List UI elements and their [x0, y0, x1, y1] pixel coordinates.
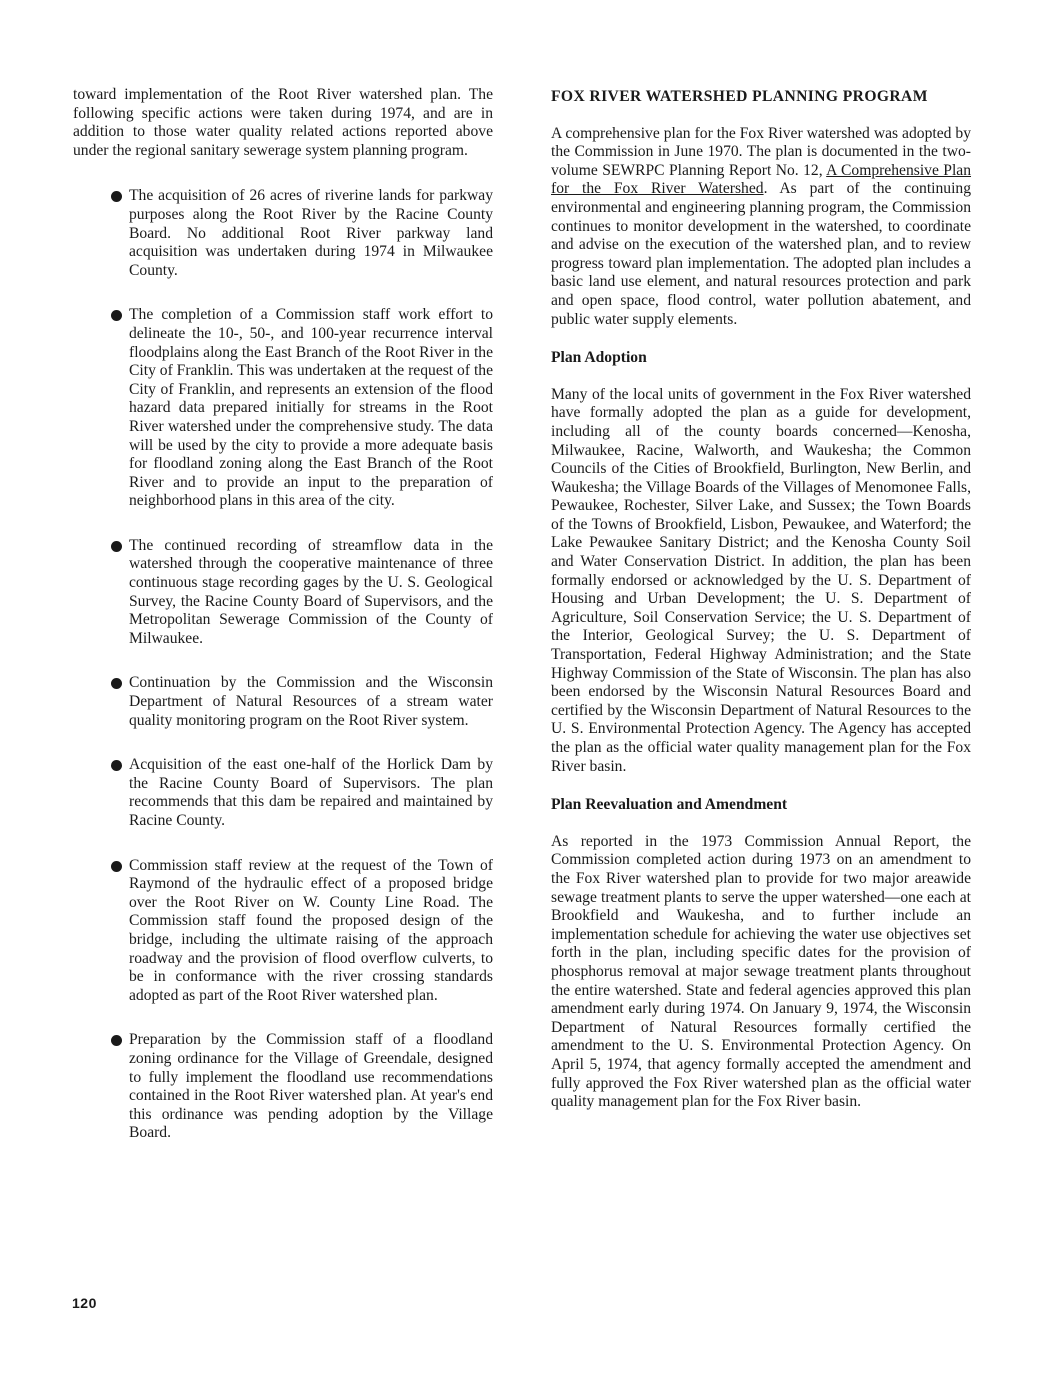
bullet-icon: [111, 760, 122, 771]
report-title: A Comprehensive Plan for the Fox River Watershed: [551, 161, 972, 198]
action-item: [73, 306, 493, 511]
action-item: [73, 674, 493, 730]
bullet-icon: [111, 541, 122, 552]
action-text: Commission staff review at the request of the Town of Raymond of the hydraulic effect of a proposed bridge over the Root River on W. County Line Road. The Commission staff found the proposed design of the bridge, including the ultimate raising of the approach roadway and the provision of flood overflow culverts, to be in conformance with the river crossing standards adopted as part of the Root River watershed plan.: [129, 856, 493, 1004]
action-text: Preparation by the Commission staff of a floodland zoning ordinance for the Village of Greendale, designed to fully implement the floodland use recommendations contained in the Root River watershed plan. At year's end this ordinance was pending adoption by the Village Board.: [129, 1031, 493, 1142]
action-text: The completion of a Commission staff work effort to delineate the 10-, 50-, and 100-year recurrence interval floodplains along the East Branch of the Root River in the City of Franklin. This was undertaken at the request of the City of Franklin, and represents an extension of the flood hazard data prepared initially for streams in the Root River watershed under the comprehensive study. The data will be used by the city to provide a more adequate basis for floodland zoning along the East Branch of the Root River and to provide an input to the preparation of neighborhood plans in this area of the city.: [129, 306, 493, 510]
plan-reevaluation-heading: Plan Reevaluation and Amendment: [551, 796, 788, 814]
action-text: The acquisition of 26 acres of riverine lands for parkway purposes along the Root River by the Racine County Board. No additional Root River parkway land acquisition was undertaken during 1974 in Milwaukee County.: [129, 187, 493, 279]
overview-text-start: A comprehensive plan for the Fox River watershed was adopted by the Commission in June 1970. The plan is documented in the two-volume SEWRPC Planning Report No. 12,: [551, 124, 971, 179]
plan-adoption-heading: Plan Adoption: [551, 349, 647, 367]
bullet-icon: [111, 310, 122, 321]
plan-reevaluation-paragraph: As reported in the 1973 Commission Annual Report, the Commission completed action during 1973 on an amendment to the Fox River watershed plan to provide for two major areawide sewage treatment plants to serve the upper watershed—one each at Brookfield and Waukesha, and to further include an implementation schedule for achieving the water use objectives set forth in the plan, including specific dates for the provision of phosphorus removal at major sewage treatment plants throughout the entire watershed. State and federal agencies approved this plan amendment early during 1974. On January 9, 1974, the Wisconsin Department of Natural Resources formally certified the amendment to the U. S. Environmental Protection Agency. On April 5, 1974, that agency formally accepted the amendment and fully approved the Fox River watershed plan as the official water quality management plan for the Fox River basin.: [551, 832, 971, 1111]
overview-text-end: . As part of the continuing environmental and engineering planning program, the Commission continues to monitor development in the watershed, to coordinate and advise on the execution of the watershed plan, and to review progress toward plan implementation. The adopted plan includes a basic land use element, and natural resources protection and park and open space, flood control, water pollution abatement, and public water supply elements.: [551, 180, 971, 328]
plan-adoption-paragraph: Many of the local units of government in the Fox River watershed have formally adopted the plan as a guide for development, including all of the county boards concerned—Kenosha, Milwaukee, Racine, Walworth, and Waukesha; the Common Councils of the Cities of Brookfield, Burlington, New Berlin, and Waukesha; the Village Boards of the Villages of Menomonee Falls, Pewaukee, Rochester, Silver Lake, and Sussex; the Town Boards of the Towns of Brookfield, Lisbon, Pewaukee, and Waterford; the Lake Pewaukee Sanitary District; and the Kenosha County Soil and Water Conservation District. In addition, the plan has been formally endorsed or acknowledged by the U. S. Department of Housing and Urban Development; the U. S. Department of Agriculture, Soil Conservation Service; the U. S. Department of the Interior, Geological Survey; the U. S. Department of Transportation, Federal Highway Administration; and the State Highway Commission of the State of Wisconsin. The plan has also been endorsed by the Wisconsin Natural Resources Board and certified by the Wisconsin Department of Natural Resources to the U. S. Environmental Protection Agency. The Agency has accepted the plan as the official water quality management plan for the Fox River basin.: [551, 385, 971, 775]
bullet-icon: [111, 191, 122, 202]
action-item: [73, 537, 493, 649]
bullet-icon: [111, 861, 122, 872]
left-column: [73, 86, 493, 1169]
action-item: [73, 857, 493, 1006]
right-column: [551, 86, 971, 1132]
action-item: [73, 1031, 493, 1143]
section-heading: FOX RIVER WATERSHED PLANNING PROGRAM: [551, 88, 928, 105]
action-text: The continued recording of streamflow data in the watershed through the cooperative maintenance of three continuous stage recording gages by the U. S. Geological Survey, the Racine County Board of Supervisors, and the Metropolitan Sewerage Commission of the County of Milwaukee.: [129, 536, 493, 647]
action-item: [73, 187, 493, 280]
bullet-icon: [111, 1035, 122, 1046]
bullet-icon: [111, 678, 122, 689]
action-item: [73, 756, 493, 830]
action-list: [73, 187, 493, 1143]
action-text: Continuation by the Commission and the Wisconsin Department of Natural Resources of a stream water quality monitoring program on the Root River system.: [129, 674, 493, 729]
page-number: 120: [72, 1295, 97, 1311]
intro-paragraph: toward implementation of the Root River watershed plan. The following specific actions were taken during 1974, and are in addition to those water quality related actions reported above under the regional sanitary sewerage system planning program.: [73, 86, 493, 159]
action-text: Acquisition of the east one-half of the Horlick Dam by the Racine County Board of Supervisors. The plan recommends that this dam be repaired and maintained by Racine County.: [129, 756, 493, 829]
program-overview-paragraph: [551, 125, 971, 330]
